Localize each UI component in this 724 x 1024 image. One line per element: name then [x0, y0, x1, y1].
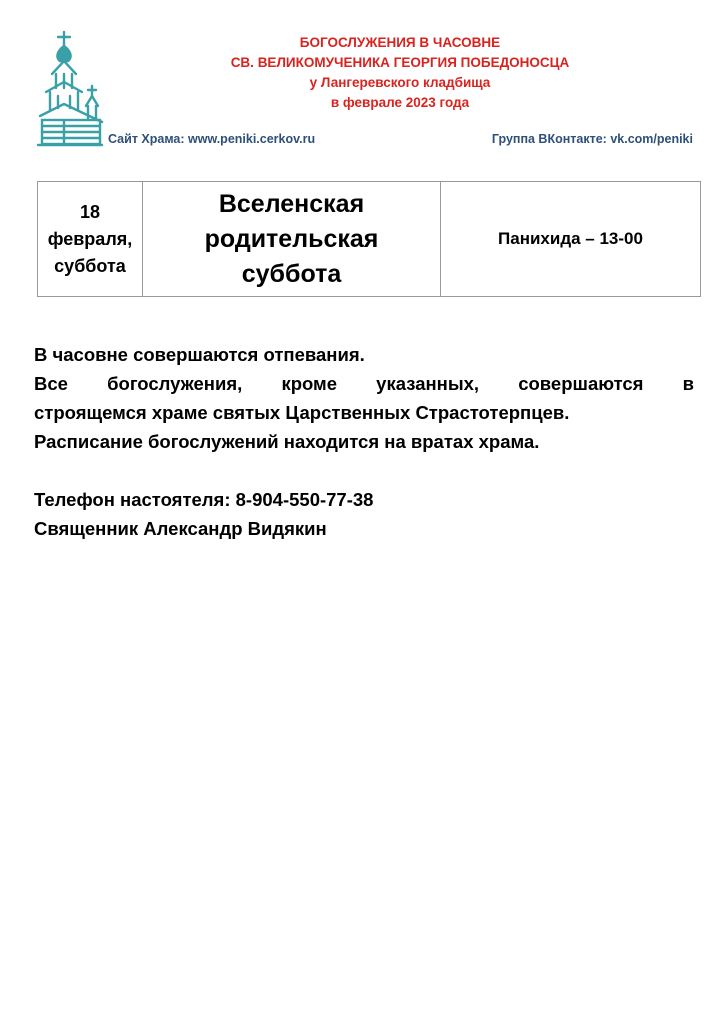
date-line: февраля, — [47, 228, 133, 249]
event-line: родительская — [204, 224, 379, 253]
title-line: у Лангеревского кладбища — [309, 75, 491, 90]
church-icon — [36, 30, 104, 148]
event-line: суббота — [241, 259, 342, 288]
event-line: Вселенская — [218, 189, 365, 218]
church-logo — [36, 30, 104, 148]
site-link[interactable]: Сайт Храма: www.peniki.cerkov.ru — [108, 132, 316, 146]
schedule-table — [37, 181, 701, 297]
note-funerals: В часовне совершаются отпевания. — [34, 344, 365, 365]
rector-phone: Телефон настоятеля: 8-904-550-77-38 — [34, 489, 374, 510]
note-services-line: Все богослужения, кроме указанных, совершаются в — [34, 373, 694, 394]
page-title — [160, 33, 640, 113]
priest-name: Священник Александр Видякин — [34, 518, 327, 539]
service-cell: Панихида – 13-00 — [441, 182, 701, 297]
date-cell — [38, 182, 143, 297]
title-line: в феврале 2023 года — [330, 95, 470, 110]
date-line: 18 — [79, 201, 101, 222]
title-line: СВ. ВЕЛИКОМУЧЕНИКА ГЕОРГИЯ ПОБЕДОНОСЦА — [230, 55, 570, 70]
title-line: БОГОСЛУЖЕНИЯ В ЧАСОВНЕ — [299, 35, 501, 50]
date-line: суббота — [54, 255, 126, 276]
note-services-line: строящемся храме святых Царственных Страстотерпцев. — [34, 402, 570, 423]
notes — [34, 340, 694, 543]
table-row — [38, 182, 701, 297]
event-cell — [143, 182, 441, 297]
vk-link[interactable]: Группа ВКонтакте: vk.com/peniki — [491, 132, 693, 146]
note-schedule-location: Расписание богослужений находится на вратах храма. — [34, 431, 540, 452]
